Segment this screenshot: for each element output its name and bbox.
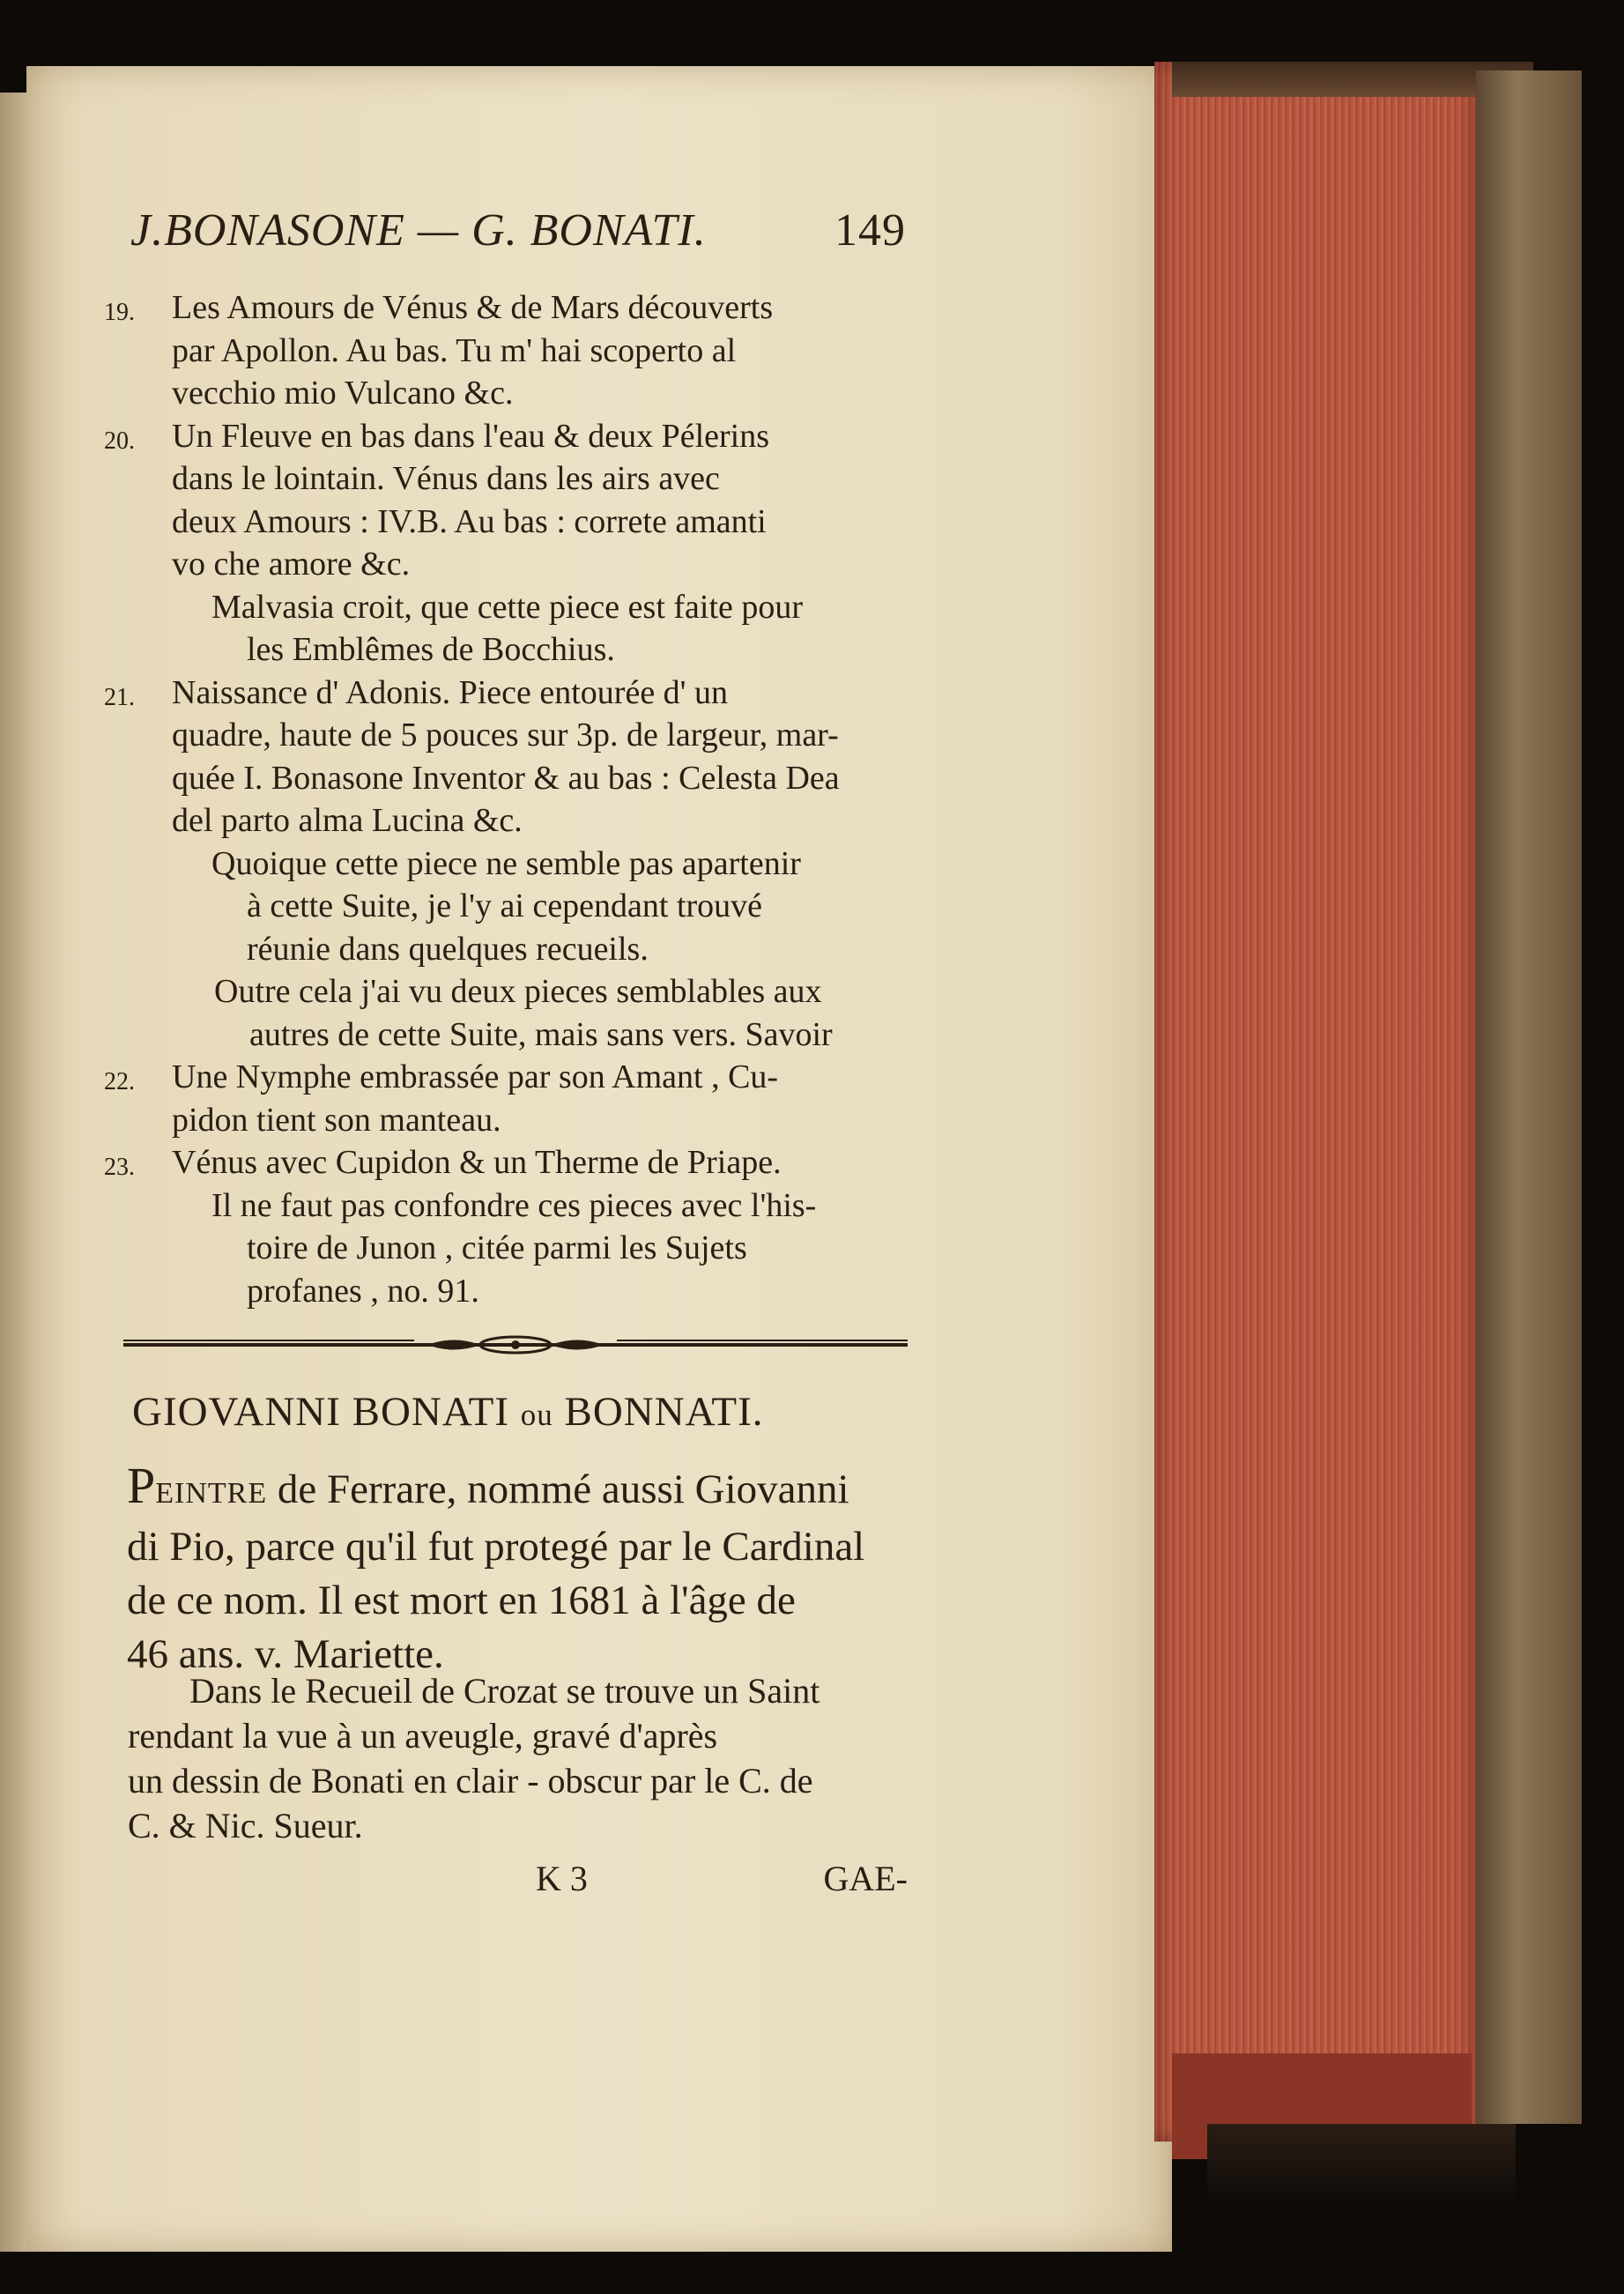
entry-line: Naissance d' Adonis. Piece entourée d' un	[172, 673, 729, 711]
entry-line: vecchio mio Vulcano &c.	[172, 375, 514, 412]
note-junon	[97, 1184, 904, 1313]
page-number: 149	[834, 205, 906, 256]
entry-line: deux Amours : IV.B. Au bas : correte amanti	[172, 502, 767, 540]
entry-21	[97, 672, 904, 843]
bio-line-text: de Ferrare, nommé aussi Giovanni	[277, 1466, 849, 1512]
running-head	[130, 204, 906, 266]
note-line: réunie dans quelques recueils.	[247, 930, 649, 968]
section-name: GIOVANNI BONATI	[132, 1389, 509, 1435]
bio-line	[127, 1459, 908, 1520]
biography	[127, 1459, 908, 1682]
entry-line: quadre, haute de 5 pouces sur 3p. de largeur, mar-	[172, 716, 839, 754]
note-malvasia	[97, 586, 904, 672]
entry-23	[97, 1141, 904, 1184]
entry-number: 21.	[104, 683, 135, 711]
bio-smallcaps: EINTRE	[155, 1477, 268, 1510]
note-line: profanes , no. 91.	[247, 1272, 479, 1310]
note-line: toire de Junon , citée parmi les Sujets	[247, 1229, 747, 1266]
note-quoique	[97, 843, 904, 971]
entry-20	[97, 415, 904, 586]
book-cover	[1476, 71, 1582, 2124]
entry-line: par Apollon. Au bas. Tu m' hai scoperto al	[172, 331, 737, 369]
entry-line: del parto alma Lucina &c.	[172, 802, 523, 839]
page-edges-red	[1154, 62, 1476, 2142]
note-line: Quoique cette piece ne semble pas apartenir	[211, 844, 801, 882]
bio-line: 46 ans. v. Mariette.	[127, 1631, 444, 1677]
page-footer	[128, 1858, 908, 1902]
entry-line: pidon tient son manteau.	[172, 1101, 501, 1139]
entry-line: dans le lointain. Vénus dans les airs avec	[172, 460, 720, 497]
note-line: Malvasia croit, que cette piece est faite pour	[211, 588, 804, 626]
crozat-line: C. & Nic. Sueur.	[128, 1806, 363, 1845]
entry-line: vo che amore &c.	[172, 546, 411, 583]
section-heading	[132, 1388, 908, 1441]
signature-mark: K 3	[536, 1859, 588, 1898]
entry-line: Les Amours de Vénus & de Mars découverts	[172, 289, 774, 326]
note-line: Il ne faut pas confondre ces pieces avec l'his-	[211, 1186, 817, 1224]
note-line: Outre cela j'ai vu deux pieces semblables aux	[214, 973, 822, 1010]
note-line: les Emblêmes de Bocchius.	[247, 631, 615, 668]
bio-dropcap: P	[127, 1457, 156, 1514]
bio-line: di Pio, parce qu'il fut protegé par le Cardinal	[127, 1524, 865, 1570]
catchword: GAE-	[823, 1859, 908, 1898]
entry-number: 22.	[104, 1068, 135, 1095]
entry-19	[97, 286, 904, 415]
cover-bottom	[1207, 2124, 1516, 2203]
note-line: autres de cette Suite, mais sans vers. Savoir	[249, 1015, 833, 1053]
entry-line: Une Nymphe embrassée par son Amant , Cu-	[172, 1058, 779, 1095]
entry-22	[97, 1056, 904, 1141]
crozat-line: un dessin de Bonati en clair - obscur par le C. de	[128, 1761, 813, 1800]
entry-number: 23.	[104, 1154, 135, 1181]
section-ou: ou	[520, 1398, 553, 1432]
crozat-paragraph	[128, 1668, 908, 1848]
note-line: à cette Suite, je l'y ai cependant trouvé	[247, 887, 763, 924]
section-alt-name: BONNATI.	[564, 1389, 764, 1435]
running-head-title: J.BONASONE — G. BONATI.	[130, 205, 707, 256]
entry-number: 19.	[104, 299, 135, 326]
ornamental-rule	[123, 1335, 908, 1355]
bio-line: de ce nom. Il est mort en 1681 à l'âge de	[127, 1578, 796, 1623]
entry-number: 20.	[104, 427, 135, 455]
crozat-line: rendant la vue à un aveugle, gravé d'après	[128, 1716, 718, 1756]
crozat-line: Dans le Recueil de Crozat se trouve un Saint	[189, 1671, 820, 1711]
catalog-entries	[97, 286, 904, 1312]
entry-line: Vénus avec Cupidon & un Therme de Priape.	[172, 1144, 782, 1181]
note-outre	[97, 970, 904, 1056]
entry-line: Un Fleuve en bas dans l'eau & deux Pélerins	[172, 417, 770, 455]
entry-line: quée I. Bonasone Inventor & au bas : Celesta Dea	[172, 759, 840, 797]
